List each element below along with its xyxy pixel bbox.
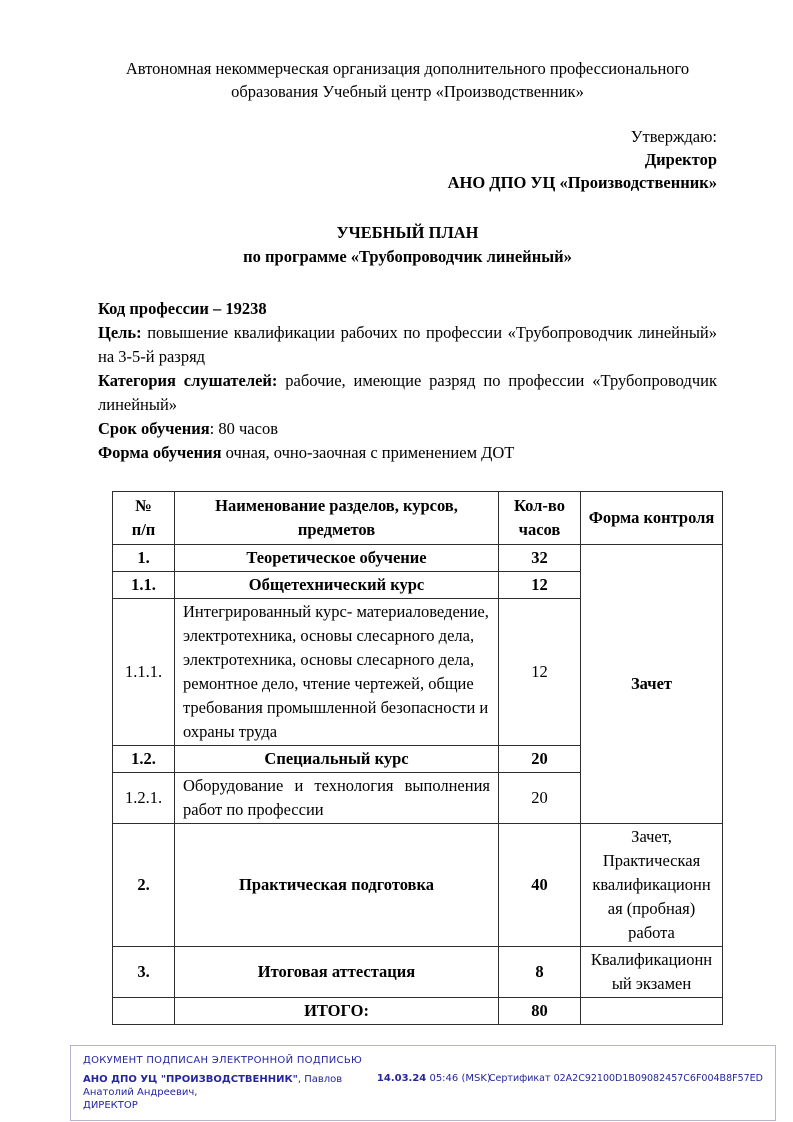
cell-name: Оборудование и технология выполнения работ по профессии [175, 772, 499, 823]
cell-name: Специальный курс [175, 745, 499, 772]
table-header-row [113, 491, 723, 544]
document-title-block [98, 221, 717, 269]
certificate-label: Сертификат [488, 1072, 554, 1084]
curriculum-table [112, 491, 723, 1025]
cell-hours: 20 [499, 745, 581, 772]
cell-hours: 20 [499, 772, 581, 823]
duration-label: Срок обучения [98, 418, 210, 438]
program-subtitle: по программе «Трубопроводчик линейный» [243, 246, 572, 266]
table-row [113, 544, 723, 571]
col-header-name: Наименование разделов, курсов, предметов [175, 491, 499, 544]
goal-text: повышение квалификации рабочих по профессии «Трубопроводчик линейный» на 3-5-й разряд [98, 322, 717, 366]
cell-hours: 32 [499, 544, 581, 571]
cell-num: 1. [113, 544, 175, 571]
col-header-control: Форма контроля [581, 491, 723, 544]
cell-name: Интегрированный курс- материаловедение, электротехника, основы слесарного дела, электротехника, основы слесарного дела, ремонтное дело, чтение чертежей, общие требования промышленной безопасности и охраны труда [175, 598, 499, 745]
cell-num: 2. [113, 823, 175, 946]
cell-control: Квалификационный экзамен [581, 946, 723, 997]
signature-date: 14.03.24 [376, 1072, 427, 1084]
cell-control: Зачет, Практическая квалификационная (пробная) работа [581, 823, 723, 946]
signature-datetime [377, 1073, 489, 1084]
col-header-hours: Кол-во часов [499, 491, 581, 544]
cell-name: Итоговая аттестация [175, 946, 499, 997]
category-label: Категория слушателей: [98, 370, 278, 390]
cell-num: 3. [113, 946, 175, 997]
cell-hours: 12 [499, 571, 581, 598]
goal-label: Цель: [98, 322, 142, 342]
table-row [113, 946, 723, 997]
form-line [98, 441, 717, 465]
cell-num: 1.1. [113, 571, 175, 598]
cell-hours: 40 [499, 823, 581, 946]
signer-role: ДИРЕКТОР [83, 1099, 138, 1111]
organization-name: Автономная некоммерческая организация дополнительного профессионального образования Учебный центр «Производственник» [125, 58, 690, 101]
duration-text: : 80 часов [209, 418, 278, 438]
document-title: УЧЕБНЫЙ ПЛАН [336, 222, 479, 242]
cell-control [581, 997, 723, 1024]
program-info [98, 297, 717, 465]
form-text: очная, очно-заочная с применением ДОТ [221, 442, 515, 462]
approval-role: Директор [644, 149, 717, 169]
table-row [113, 823, 723, 946]
profession-code: Код профессии – 19238 [98, 298, 267, 318]
cell-name: Общетехнический курс [175, 571, 499, 598]
certificate-number: 02A2C92100D1B09082457C6F004B8F57ED [553, 1072, 763, 1084]
cell-control-merged: Зачет [581, 544, 723, 823]
signature-details [83, 1073, 763, 1112]
cell-num: 1.2. [113, 745, 175, 772]
cell-name: Практическая подготовка [175, 823, 499, 946]
table-total-row [113, 997, 723, 1024]
cell-num: 1.1.1. [113, 598, 175, 745]
signature-certificate [489, 1073, 763, 1084]
signer-person: , Павлов Анатолий Андреевич, [83, 1073, 343, 1098]
form-label: Форма обучения [98, 442, 222, 462]
cell-hours: 8 [499, 946, 581, 997]
cell-name: ИТОГО: [175, 997, 499, 1024]
goal-line [98, 321, 717, 369]
approval-label: Утверждаю: [630, 126, 717, 146]
signature-stamp [70, 1045, 776, 1121]
cell-name: Теоретическое обучение [175, 544, 499, 571]
signer-org: АНО ДПО УЦ "ПРОИЗВОДСТВЕННИК" [83, 1073, 298, 1085]
col-header-num: № п/п [113, 491, 175, 544]
duration-line [98, 417, 717, 441]
signature-header: ДОКУМЕНТ ПОДПИСАН ЭЛЕКТРОННОЙ ПОДПИСЬЮ [83, 1054, 363, 1066]
category-line [98, 369, 717, 417]
category-text: рабочие, имеющие разряд по профессии «Трубопроводчик линейный» [98, 370, 717, 414]
signer-block [83, 1073, 377, 1112]
cell-num [113, 997, 175, 1024]
approval-block [98, 125, 717, 194]
cell-hours: 12 [499, 598, 581, 745]
cell-hours: 80 [499, 997, 581, 1024]
approval-org: АНО ДПО УЦ «Производственник» [447, 172, 717, 192]
signature-time: 05:46 (MSK) [426, 1072, 491, 1084]
cell-num: 1.2.1. [113, 772, 175, 823]
